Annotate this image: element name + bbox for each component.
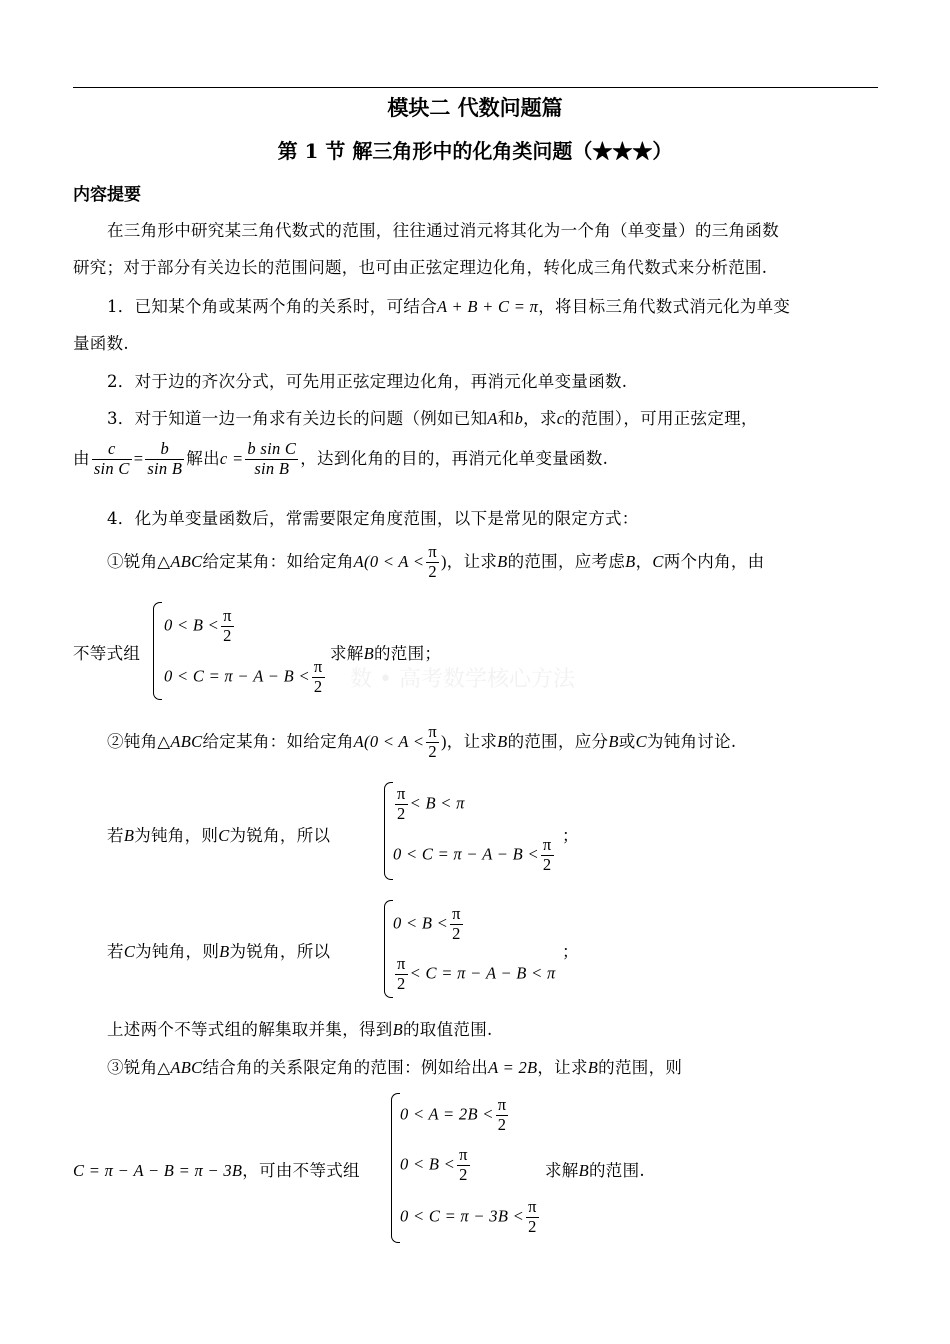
- item-1-formula: A + B + C = π: [437, 297, 539, 316]
- case-2-text-a: ②钝角△: [107, 731, 171, 751]
- frac-num: π: [542, 835, 552, 854]
- case-2-sub-1-row-1: [393, 785, 465, 824]
- case-3-row-2: [400, 1146, 472, 1185]
- intro-line-2: 研究；对于部分有关边长的范围问题，也可由正弦定理边化角，转化成三角代数式来分析范围.: [73, 258, 768, 277]
- case-3-row-3: [400, 1198, 541, 1237]
- row-expr: 0 < B <: [400, 1154, 456, 1174]
- case-3-lead: [73, 1157, 360, 1181]
- var-c: c: [556, 409, 565, 428]
- relation-A-2B: A = 2B: [488, 1058, 538, 1077]
- fraction-pi-over-2: [312, 658, 325, 697]
- C-expression: C = π − A − B = π − 3B: [73, 1161, 243, 1180]
- union-b: 的取值范围.: [403, 1020, 493, 1039]
- case-3-tail: [545, 1157, 645, 1181]
- item-4: 4．化为单变量函数后，常需要限定角度范围，以下是常见的限定方式：: [107, 509, 639, 528]
- frac-num: π: [528, 1197, 537, 1216]
- frac-num: π: [428, 722, 437, 741]
- frac-den: 2: [528, 1216, 537, 1236]
- var-B: B: [625, 551, 636, 571]
- row-expr: 0 < C = π − 3B <: [400, 1206, 525, 1226]
- frac-den: sin B: [147, 458, 183, 478]
- case-2-text-c: ，让求: [446, 731, 498, 751]
- system-brace: [391, 1093, 400, 1243]
- var-B: B: [392, 1020, 403, 1039]
- frac-num: π: [313, 657, 323, 676]
- fraction-pi-over-2: [395, 785, 408, 824]
- frac-num: π: [428, 542, 437, 561]
- case-3-row-1: [400, 1096, 510, 1135]
- var-C: C: [652, 551, 664, 571]
- fraction-pi-over-2: [221, 607, 234, 646]
- semicolon: ；: [562, 942, 579, 961]
- case-1-text-d: 的范围，应考虑: [507, 551, 626, 571]
- fraction-b-over-sinB: [145, 440, 184, 479]
- item-3-line-2: [73, 440, 608, 479]
- var-B: B: [363, 644, 374, 663]
- frac-den: 2: [428, 561, 437, 581]
- item-1-text-b: ，将目标三角代数式消元化为单变: [538, 297, 791, 316]
- item-1-text-a: 1．已知某个角或某两个角的关系时，可结合: [107, 297, 437, 316]
- frac-den: 2: [542, 854, 552, 874]
- item-3-comma: ，求: [523, 409, 557, 428]
- var-C: C: [123, 942, 136, 961]
- fraction-pi-over-2: [426, 543, 439, 582]
- var-B: B: [219, 942, 230, 961]
- fraction-pi-over-2: [450, 905, 463, 944]
- row-expr: 0 < C = π − A − B <: [393, 844, 539, 864]
- var-B: B: [497, 551, 508, 571]
- row-expr: 0 < B <: [393, 913, 449, 933]
- watermark: 数 • 高考数学核心方法: [350, 667, 575, 692]
- case-1-system-row-1: [164, 607, 236, 646]
- case-2-union: [107, 1016, 493, 1040]
- or-word: 或: [618, 731, 636, 751]
- case-1-text-a: ①锐角△: [107, 551, 171, 571]
- frac-num: π: [452, 904, 461, 923]
- item-1-line-2: 量函数.: [73, 334, 129, 353]
- condition-pre: A(0 < A <: [353, 551, 425, 571]
- case-1-text-c: ，让求: [446, 551, 498, 571]
- equals-sign: =: [133, 448, 144, 468]
- frac-den: 2: [497, 1114, 507, 1134]
- fraction-pi-over-2: [496, 1096, 509, 1135]
- frac-num: b sin C: [247, 439, 297, 458]
- var-C: C: [635, 731, 647, 751]
- fraction-pi-over-2: [426, 723, 439, 762]
- row-expr: 0 < C = π − A − B <: [164, 666, 310, 686]
- top-rule: [73, 87, 878, 88]
- case-2-text-e: 为钝角讨论.: [646, 731, 737, 751]
- intro-line-1: 在三角形中研究某三角代数式的范围，往往通过消元将其化为一个角（单变量）的三角函数: [107, 221, 779, 240]
- fraction-bsinC-over-sinB: [245, 440, 298, 479]
- frac-den: 2: [313, 676, 323, 696]
- union-a: 上述两个不等式组的解集取并集，得到: [107, 1020, 393, 1039]
- var-b: b: [514, 409, 524, 428]
- case-1-ineq-label: 不等式组: [73, 644, 141, 663]
- var-A: A: [487, 409, 498, 428]
- row-expr: < B < π: [409, 793, 465, 813]
- item-2: 2．对于边的齐次分式，可先用正弦定理边化角，再消元化单变量函数.: [107, 372, 628, 391]
- case-3-text-b: 结合角的关系限定角的范围：例如给出: [202, 1058, 489, 1077]
- case-1-text-b: 给定某角：如给定角: [202, 551, 354, 571]
- case-1-system-row-2: [164, 658, 327, 697]
- frac-num: π: [459, 1145, 468, 1164]
- case-2-text-b: 给定某角：如给定角: [202, 731, 354, 751]
- case-1-line-1: [107, 543, 765, 582]
- item-3-solve: 解出: [186, 448, 220, 468]
- case-1-tail: [330, 640, 441, 664]
- tail-a: 求解: [545, 1161, 579, 1180]
- var-B: B: [497, 731, 508, 751]
- var-C: C: [218, 826, 230, 845]
- case-2-sub-2-row-2: [393, 955, 556, 994]
- lead-a: 若: [107, 942, 124, 961]
- var-B: B: [578, 1161, 589, 1180]
- frac-num: π: [397, 784, 406, 803]
- tail-b: 的范围；: [374, 644, 442, 663]
- system-brace: [384, 900, 393, 998]
- separator: ，: [635, 551, 653, 571]
- triangle-abc: ABC: [170, 551, 203, 571]
- fraction-pi-over-2: [526, 1198, 539, 1237]
- case-2-sub-2-row-1: [393, 905, 465, 944]
- tail-b: 的范围.: [589, 1161, 645, 1180]
- case-3-text-a: ③锐角△: [107, 1058, 171, 1077]
- lead-c: 为锐角，所以: [229, 942, 331, 961]
- section-title: 第 1 节 解三角形中的化角类问题（★★★）: [277, 139, 673, 163]
- frac-den: sin B: [254, 458, 290, 478]
- lead-b: 为钝角，则: [135, 942, 220, 961]
- case-2-sub-1-lead: [107, 822, 330, 846]
- frac-den: 2: [428, 741, 437, 761]
- var-B: B: [587, 1058, 599, 1077]
- condition-post: ): [440, 731, 447, 751]
- frac-num: π: [397, 954, 406, 973]
- item-3-line-1: [107, 405, 758, 429]
- case-3-text-c: ，让求: [537, 1058, 588, 1077]
- c-equals: c =: [219, 448, 244, 468]
- item-1-line-1: [107, 293, 790, 317]
- frac-den: 2: [397, 803, 406, 823]
- var-B: B: [123, 826, 135, 845]
- item-3-you: 由: [73, 448, 90, 468]
- lead-b: 为钝角，则: [134, 826, 219, 845]
- frac-den: 2: [459, 1164, 468, 1184]
- item-3-tail: ，达到化角的目的，再消元化单变量函数.: [300, 448, 609, 468]
- triangle-abc: ABC: [170, 731, 203, 751]
- system-brace: [384, 782, 393, 880]
- frac-num: b: [145, 440, 184, 460]
- row-expr: < C = π − A − B < π: [409, 963, 556, 983]
- summary-heading: 内容提要: [73, 185, 141, 205]
- triangle-abc: ABC: [170, 1058, 203, 1077]
- frac-num: π: [223, 606, 232, 625]
- var-B: B: [608, 731, 619, 751]
- item-3-text-b: 的范围），可用正弦定理，: [564, 409, 758, 428]
- system-brace: [153, 602, 162, 700]
- case-2-sub-2-lead: [107, 938, 330, 962]
- fraction-pi-over-2: [395, 955, 408, 994]
- condition-pre: A(0 < A <: [353, 731, 425, 751]
- fraction-pi-over-2: [457, 1146, 470, 1185]
- frac-den: 2: [452, 923, 461, 943]
- frac-den: 2: [223, 625, 232, 645]
- frac-num: π: [497, 1095, 507, 1114]
- condition-post: ): [440, 551, 447, 571]
- frac-num: c: [92, 440, 132, 460]
- case-2-line-1: [107, 723, 736, 762]
- fraction-c-over-sinC: [92, 440, 132, 479]
- fraction-pi-over-2: [541, 836, 554, 875]
- frac-den: 2: [397, 973, 406, 993]
- row-expr: 0 < B <: [164, 615, 220, 635]
- module-title: 模块二 代数问题篇: [387, 95, 563, 120]
- item-3-text-a: 3．对于知道一边一角求有关边长的问题（例如已知: [107, 409, 488, 428]
- item-3-and: 和: [497, 409, 515, 428]
- case-3-text-e: ，可由不等式组: [242, 1161, 360, 1180]
- case-3-text-d: 的范围，则: [598, 1058, 683, 1077]
- row-expr: 0 < A = 2B <: [400, 1104, 494, 1124]
- semicolon: ；: [562, 826, 579, 845]
- case-1-text-e: 两个内角，由: [663, 551, 765, 571]
- tail-a: 求解: [330, 644, 364, 663]
- lead-c: 为锐角，所以: [229, 826, 331, 845]
- case-2-sub-1-row-2: [393, 836, 556, 875]
- frac-den: sin C: [93, 458, 130, 478]
- case-3-line-1: [107, 1054, 682, 1078]
- case-2-text-d: 的范围，应分: [507, 731, 609, 751]
- lead-a: 若: [107, 826, 124, 845]
